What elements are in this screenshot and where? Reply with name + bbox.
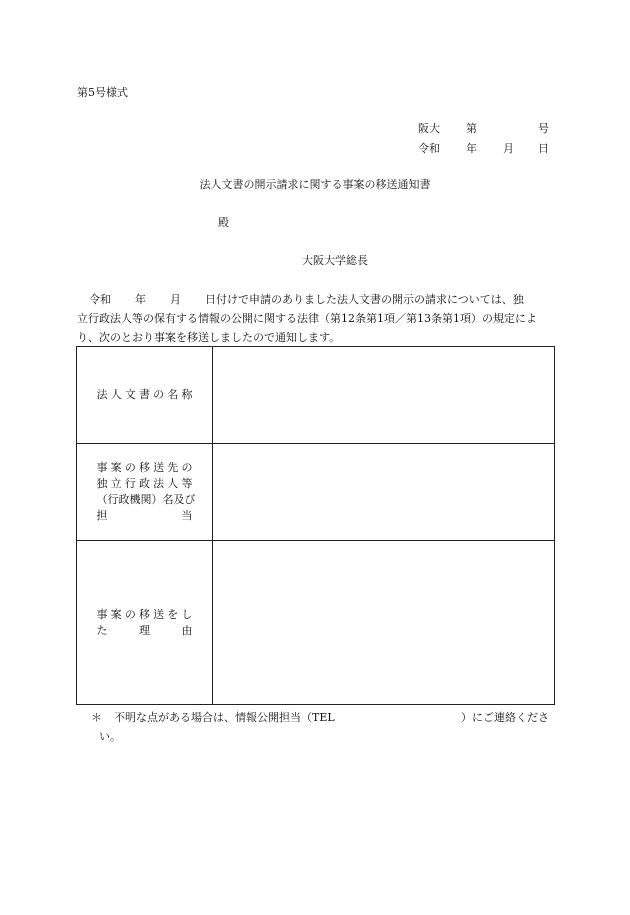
reference-org: 阪大	[418, 122, 440, 135]
reference-go: 号	[538, 122, 549, 135]
row2-label-line: （ 行 政 機 関 ） 名 及 び	[96, 493, 196, 506]
footnote	[91, 708, 553, 746]
footnote-line-2: い。	[99, 730, 121, 743]
row3-label	[97, 607, 193, 639]
value-cell-transfer-reason	[213, 541, 555, 705]
body-line-3: り、次のとおり事案を移送しましたので通知します。	[77, 331, 341, 344]
footnote-prefix: 不明な点がある場合は、情報公開担当（TEL	[114, 711, 335, 724]
table-row-document-name	[77, 347, 555, 444]
value-cell-transfer-destination	[213, 444, 555, 541]
row2-label-line: 担 当	[96, 509, 193, 522]
body-paragraph	[77, 290, 552, 347]
row3-label-line: 事 案 の 移 送 を し	[96, 607, 193, 621]
transfer-table	[76, 346, 555, 705]
reference-era: 令和	[418, 142, 440, 155]
row3-label-line: た 理 由	[96, 623, 193, 637]
reference-month: 月	[503, 142, 514, 155]
label-cell	[77, 347, 213, 444]
row1-label	[97, 387, 193, 403]
reference-year: 年	[466, 142, 477, 155]
body-line-1	[77, 290, 552, 309]
body-year: 年	[135, 293, 146, 306]
reference-day: 日	[538, 142, 549, 155]
form-number: 第5号様式	[77, 86, 128, 99]
reference-date-row	[418, 142, 548, 156]
table-row-transfer-reason	[77, 541, 555, 705]
body-month: 月	[170, 293, 181, 306]
footnote-suffix: ）にご連絡くださ	[461, 711, 549, 724]
label-cell	[77, 541, 213, 705]
label-cell	[77, 444, 213, 541]
document-title: 法人文書の開示請求に関する事案の移送通知書	[199, 178, 431, 191]
footnote-mark: ＊	[91, 711, 102, 724]
row2-label	[96, 460, 196, 524]
body-line-2: 立行政法人等の保有する情報の公開に関する法律（第12条第1項／第13条第1項）の規定によ	[77, 312, 537, 325]
reference-dai: 第	[466, 122, 477, 135]
footnote-line-1	[91, 708, 553, 727]
body-line1-rest: 日付けで申請のありました法人文書の開示の請求については、独	[205, 293, 524, 306]
body-era: 令和	[89, 293, 111, 306]
value-cell-document-name	[213, 347, 555, 444]
addressee: 殿	[218, 216, 229, 229]
row1-label-text: 法 人 文 書 の 名 称	[96, 388, 193, 401]
row2-label-line: 事 案 の 移 送 先 の	[96, 461, 193, 474]
sender: 大阪大学総長	[302, 254, 368, 267]
row2-label-line: 独 立 行 政 法 人 等	[96, 477, 193, 490]
table-row-transfer-destination	[77, 444, 555, 541]
reference-number-row	[418, 122, 548, 136]
